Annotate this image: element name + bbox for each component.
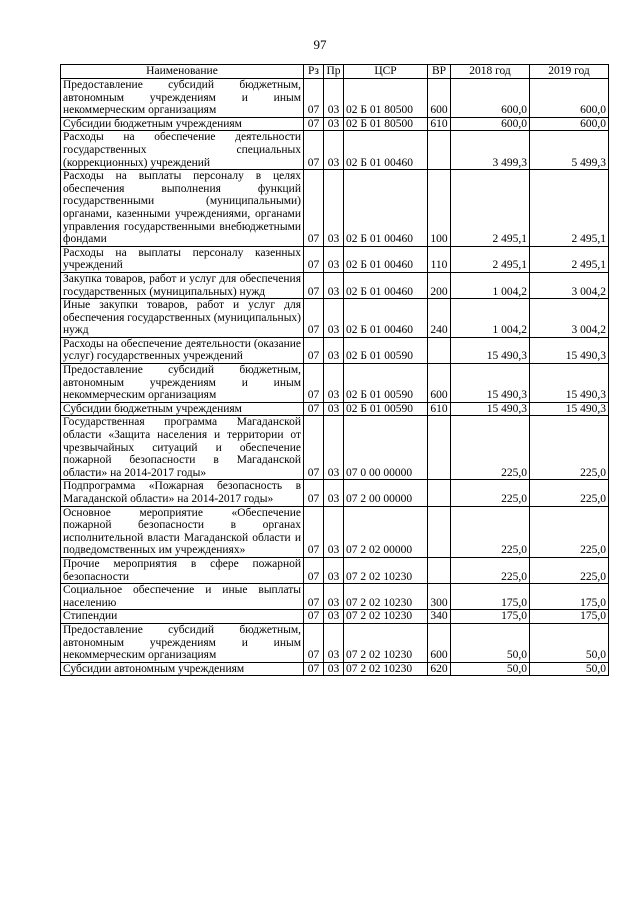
header-row [61, 65, 609, 79]
cell-rz: 07 [304, 79, 324, 118]
cell-rz: 07 [304, 246, 324, 272]
cell-rz: 07 [304, 557, 324, 583]
table-row [61, 480, 609, 506]
header-2018: 2018 год [451, 65, 530, 79]
cell-csr: 02 Б 01 80500 [344, 117, 428, 131]
cell-2018: 15 490,3 [451, 364, 530, 403]
cell-pr: 03 [324, 480, 344, 506]
cell-vr [428, 557, 451, 583]
cell-rz: 07 [304, 416, 324, 480]
cell-vr [428, 480, 451, 506]
cell-2018: 175,0 [451, 610, 530, 624]
cell-2019: 3 004,2 [530, 272, 609, 298]
table-row [61, 506, 609, 557]
cell-pr: 03 [324, 584, 344, 610]
cell-csr: 07 2 00 00000 [344, 480, 428, 506]
cell-pr: 03 [324, 506, 344, 557]
cell-csr: 07 2 02 10230 [344, 662, 428, 676]
cell-2018: 2 495,1 [451, 246, 530, 272]
cell-2018: 50,0 [451, 662, 530, 676]
cell-csr: 02 Б 01 00460 [344, 131, 428, 170]
cell-vr: 100 [428, 170, 451, 247]
cell-pr: 03 [324, 170, 344, 247]
cell-rz: 07 [304, 299, 324, 338]
cell-2019: 15 490,3 [530, 337, 609, 363]
cell-name: Подпрограмма «Пожарная безопасность в Магаданской области» на 2014-2017 годы» [61, 480, 304, 506]
cell-name: Стипендии [61, 610, 304, 624]
cell-rz: 07 [304, 623, 324, 662]
table-row [61, 299, 609, 338]
cell-2018: 225,0 [451, 416, 530, 480]
cell-vr [428, 506, 451, 557]
cell-pr: 03 [324, 79, 344, 118]
cell-2018: 50,0 [451, 623, 530, 662]
cell-2019: 15 490,3 [530, 402, 609, 416]
cell-name: Субсидии бюджетным учреждениям [61, 402, 304, 416]
cell-pr: 03 [324, 416, 344, 480]
table-header [61, 65, 609, 79]
cell-vr: 110 [428, 246, 451, 272]
cell-vr: 610 [428, 402, 451, 416]
cell-pr: 03 [324, 623, 344, 662]
cell-vr: 340 [428, 610, 451, 624]
cell-2018: 1 004,2 [451, 299, 530, 338]
cell-name: Закупка товаров, работ и услуг для обеспечения государственных (муниципальных) нужд [61, 272, 304, 298]
cell-rz: 07 [304, 170, 324, 247]
table-row [61, 131, 609, 170]
cell-2018: 15 490,3 [451, 337, 530, 363]
cell-csr: 02 Б 01 00590 [344, 337, 428, 363]
cell-name: Расходы на выплаты персоналу казенных учреждений [61, 246, 304, 272]
table-row [61, 272, 609, 298]
header-name: Наименование [61, 65, 304, 79]
cell-vr: 620 [428, 662, 451, 676]
table-row [61, 402, 609, 416]
cell-pr: 03 [324, 557, 344, 583]
cell-name: Государственная программа Магаданской области «Защита населения и территории от чрезвычайных ситуаций и обеспечение пожарной безопасности в Магаданской области» на 2014-2017 годы» [61, 416, 304, 480]
cell-vr: 200 [428, 272, 451, 298]
cell-rz: 07 [304, 506, 324, 557]
cell-vr [428, 416, 451, 480]
cell-rz: 07 [304, 131, 324, 170]
cell-name: Основное мероприятие «Обеспечение пожарной безопасности в органах исполнительной власти Магаданской области и подведомственных им учреждениях» [61, 506, 304, 557]
cell-name: Субсидии бюджетным учреждениям [61, 117, 304, 131]
cell-csr: 07 2 02 10230 [344, 623, 428, 662]
header-rz: Рз [304, 65, 324, 79]
cell-name: Социальное обеспечение и иные выплаты населению [61, 584, 304, 610]
table-row [61, 170, 609, 247]
cell-csr: 07 2 02 10230 [344, 557, 428, 583]
cell-csr: 02 Б 01 00460 [344, 170, 428, 247]
header-csr: ЦСР [344, 65, 428, 79]
cell-csr: 02 Б 01 00590 [344, 364, 428, 403]
cell-2019: 50,0 [530, 623, 609, 662]
cell-2018: 600,0 [451, 79, 530, 118]
cell-rz: 07 [304, 402, 324, 416]
cell-name: Субсидии автономным учреждениям [61, 662, 304, 676]
table-body [61, 79, 609, 676]
cell-2019: 2 495,1 [530, 170, 609, 247]
cell-rz: 07 [304, 662, 324, 676]
table-row [61, 557, 609, 583]
cell-name: Предоставление субсидий бюджетным, автономным учреждениям и иным некоммерческим организациям [61, 79, 304, 118]
cell-pr: 03 [324, 610, 344, 624]
cell-2019: 175,0 [530, 584, 609, 610]
cell-vr: 600 [428, 364, 451, 403]
cell-rz: 07 [304, 337, 324, 363]
cell-2019: 225,0 [530, 416, 609, 480]
cell-csr: 07 0 00 00000 [344, 416, 428, 480]
cell-pr: 03 [324, 117, 344, 131]
cell-name: Иные закупки товаров, работ и услуг для обеспечения государственных (муниципальных) нужд [61, 299, 304, 338]
cell-2019: 2 495,1 [530, 246, 609, 272]
cell-2018: 15 490,3 [451, 402, 530, 416]
table-row [61, 584, 609, 610]
cell-csr: 02 Б 01 00460 [344, 299, 428, 338]
cell-2019: 225,0 [530, 506, 609, 557]
table-row [61, 337, 609, 363]
cell-csr: 07 2 02 10230 [344, 610, 428, 624]
header-2019: 2019 год [530, 65, 609, 79]
cell-csr: 02 Б 01 00460 [344, 246, 428, 272]
cell-2018: 225,0 [451, 480, 530, 506]
cell-name: Прочие мероприятия в сфере пожарной безопасности [61, 557, 304, 583]
page-number: 97 [313, 37, 327, 52]
cell-csr: 07 2 02 00000 [344, 506, 428, 557]
cell-rz: 07 [304, 584, 324, 610]
header-pr: Пр [324, 65, 344, 79]
cell-vr: 600 [428, 79, 451, 118]
cell-pr: 03 [324, 337, 344, 363]
cell-rz: 07 [304, 480, 324, 506]
cell-vr: 300 [428, 584, 451, 610]
cell-pr: 03 [324, 272, 344, 298]
cell-pr: 03 [324, 364, 344, 403]
cell-2018: 225,0 [451, 506, 530, 557]
cell-csr: 07 2 02 10230 [344, 584, 428, 610]
table-row [61, 662, 609, 676]
cell-2018: 2 495,1 [451, 170, 530, 247]
cell-name: Предоставление субсидий бюджетным, автономным учреждениям и иным некоммерческим организациям [61, 623, 304, 662]
cell-rz: 07 [304, 364, 324, 403]
cell-2018: 225,0 [451, 557, 530, 583]
cell-csr: 02 Б 01 00590 [344, 402, 428, 416]
cell-2019: 5 499,3 [530, 131, 609, 170]
cell-pr: 03 [324, 402, 344, 416]
cell-2019: 15 490,3 [530, 364, 609, 403]
cell-vr: 240 [428, 299, 451, 338]
cell-rz: 07 [304, 272, 324, 298]
cell-name: Предоставление субсидий бюджетным, автономным учреждениям и иным некоммерческим организациям [61, 364, 304, 403]
table-row [61, 610, 609, 624]
cell-vr [428, 131, 451, 170]
cell-pr: 03 [324, 662, 344, 676]
table-row [61, 79, 609, 118]
header-vr: ВР [428, 65, 451, 79]
table-row [61, 623, 609, 662]
cell-2019: 3 004,2 [530, 299, 609, 338]
cell-name: Расходы на обеспечение деятельности государственных специальных (коррекционных) учреждений [61, 131, 304, 170]
cell-rz: 07 [304, 610, 324, 624]
cell-pr: 03 [324, 131, 344, 170]
cell-2019: 50,0 [530, 662, 609, 676]
cell-name: Расходы на выплаты персоналу в целях обеспечения выполнения функций государственными (муниципальными) органами, казенными учреждениями, органами управления государственными внебюджетными фондами [61, 170, 304, 247]
cell-vr [428, 337, 451, 363]
cell-2019: 225,0 [530, 557, 609, 583]
cell-2018: 175,0 [451, 584, 530, 610]
cell-pr: 03 [324, 246, 344, 272]
cell-csr: 02 Б 01 80500 [344, 79, 428, 118]
cell-pr: 03 [324, 299, 344, 338]
cell-2018: 600,0 [451, 117, 530, 131]
cell-vr: 610 [428, 117, 451, 131]
cell-2019: 225,0 [530, 480, 609, 506]
cell-2018: 1 004,2 [451, 272, 530, 298]
table-row [61, 416, 609, 480]
cell-csr: 02 Б 01 00460 [344, 272, 428, 298]
cell-vr: 600 [428, 623, 451, 662]
table-row [61, 117, 609, 131]
cell-2019: 600,0 [530, 117, 609, 131]
cell-rz: 07 [304, 117, 324, 131]
table-row [61, 364, 609, 403]
budget-table [60, 64, 609, 676]
cell-2019: 600,0 [530, 79, 609, 118]
cell-name: Расходы на обеспечение деятельности (оказание услуг) государственных учреждений [61, 337, 304, 363]
cell-2019: 175,0 [530, 610, 609, 624]
table-row [61, 246, 609, 272]
cell-2018: 3 499,3 [451, 131, 530, 170]
